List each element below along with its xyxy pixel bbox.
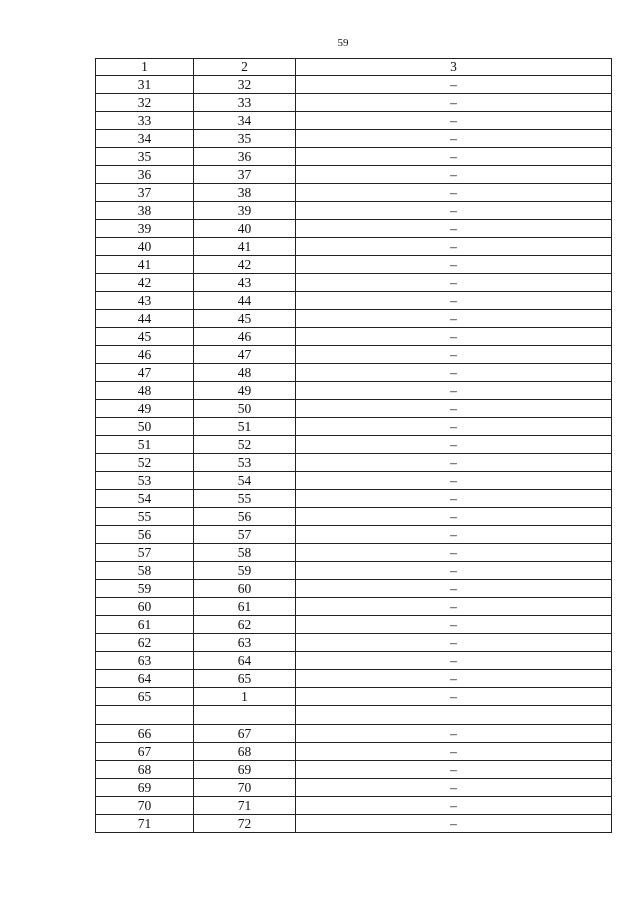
table-cell-col-3: –: [296, 238, 612, 256]
table-row: [96, 130, 612, 148]
table-cell-col-1: 66: [96, 725, 194, 743]
table-cell-col-2: 57: [194, 526, 296, 544]
table-cell-col-1: 69: [96, 779, 194, 797]
column-header-3: 3: [296, 59, 612, 76]
table-cell-col-3: –: [296, 400, 612, 418]
table-row: [96, 562, 612, 580]
table-row: [96, 274, 612, 292]
table-cell-col-2: 37: [194, 166, 296, 184]
table-cell-col-2: 45: [194, 310, 296, 328]
table-body: [96, 59, 612, 833]
table-cell-col-2: 60: [194, 580, 296, 598]
table-cell-col-3: –: [296, 743, 612, 761]
table-cell-col-1: 43: [96, 292, 194, 310]
table-cell-col-1: 51: [96, 436, 194, 454]
table-cell-col-2: 46: [194, 328, 296, 346]
table-cell-col-1: 65: [96, 688, 194, 706]
table-row: [96, 166, 612, 184]
table-row: [96, 382, 612, 400]
table-row: [96, 815, 612, 833]
table-cell-col-3: –: [296, 634, 612, 652]
column-header-1: 1: [96, 59, 194, 76]
table-cell-col-3: –: [296, 526, 612, 544]
table-cell-col-3: –: [296, 616, 612, 634]
table-cell-col-1: 31: [96, 76, 194, 94]
table-cell-col-2: 63: [194, 634, 296, 652]
table-row: [96, 490, 612, 508]
table-cell-col-1: 42: [96, 274, 194, 292]
table-cell-col-3: –: [296, 472, 612, 490]
table-cell-col-3: –: [296, 184, 612, 202]
table-cell-col-2: 50: [194, 400, 296, 418]
table-cell-col-2: 55: [194, 490, 296, 508]
table-cell-col-2: 41: [194, 238, 296, 256]
table-cell-col-2: 39: [194, 202, 296, 220]
table-cell-col-1: 52: [96, 454, 194, 472]
table-cell-col-2: 32: [194, 76, 296, 94]
table-cell-col-3: –: [296, 310, 612, 328]
table-row: [96, 436, 612, 454]
table-cell-col-1: 56: [96, 526, 194, 544]
table-cell-col-3: –: [296, 94, 612, 112]
table-cell-col-3: –: [296, 112, 612, 130]
table-cell-col-3: –: [296, 815, 612, 833]
table-cell-col-1: 40: [96, 238, 194, 256]
table-cell-col-1: 64: [96, 670, 194, 688]
table-cell-col-3: –: [296, 454, 612, 472]
table-cell-col-2: 40: [194, 220, 296, 238]
table-cell-col-1: 44: [96, 310, 194, 328]
table-cell-col-1: 70: [96, 797, 194, 815]
table-cell-col-2: 54: [194, 472, 296, 490]
table-row: [96, 256, 612, 274]
table-cell-col-2: 58: [194, 544, 296, 562]
table-cell-col-1: 63: [96, 652, 194, 670]
table-row: [96, 364, 612, 382]
table-row: [96, 544, 612, 562]
table-row: [96, 400, 612, 418]
table-row: [96, 418, 612, 436]
table-cell-col-2: 72: [194, 815, 296, 833]
page-number: 59: [337, 37, 349, 49]
table-row: [96, 148, 612, 166]
table-cell-col-3: –: [296, 490, 612, 508]
table-cell-col-3: –: [296, 418, 612, 436]
table-cell-col-1: 62: [96, 634, 194, 652]
table-row: [96, 184, 612, 202]
table-cell-col-3: –: [296, 688, 612, 706]
table-cell-col-3: –: [296, 544, 612, 562]
table-cell-col-2: [194, 706, 296, 725]
table-cell-col-3: –: [296, 220, 612, 238]
table-cell-col-3: –: [296, 797, 612, 815]
table-cell-col-2: 70: [194, 779, 296, 797]
table-cell-col-2: 52: [194, 436, 296, 454]
table-cell-col-3: –: [296, 364, 612, 382]
table-cell-col-3: –: [296, 436, 612, 454]
table-cell-col-1: 35: [96, 148, 194, 166]
table-cell-col-2: 59: [194, 562, 296, 580]
table-row: [96, 761, 612, 779]
table-row: [96, 634, 612, 652]
table-cell-col-2: 53: [194, 454, 296, 472]
table-cell-col-1: 58: [96, 562, 194, 580]
table-cell-col-1: 46: [96, 346, 194, 364]
table-cell-col-2: 44: [194, 292, 296, 310]
table-cell-col-3: –: [296, 580, 612, 598]
table-cell-col-3: –: [296, 274, 612, 292]
table-row: [96, 94, 612, 112]
table-cell-col-1: 41: [96, 256, 194, 274]
table-cell-col-3: [296, 706, 612, 725]
table-cell-col-1: 59: [96, 580, 194, 598]
table-row: [96, 725, 612, 743]
table-cell-col-1: 39: [96, 220, 194, 238]
table-row: [96, 580, 612, 598]
table-cell-col-1: 47: [96, 364, 194, 382]
table-row: [96, 616, 612, 634]
table-cell-col-2: 68: [194, 743, 296, 761]
table-cell-col-3: –: [296, 130, 612, 148]
table-cell-col-1: 55: [96, 508, 194, 526]
table-row: [96, 526, 612, 544]
table-cell-col-3: –: [296, 382, 612, 400]
table-row: [96, 346, 612, 364]
table-cell-col-2: 43: [194, 274, 296, 292]
table-cell-col-1: 32: [96, 94, 194, 112]
table-cell-col-2: 38: [194, 184, 296, 202]
table-cell-col-1: [96, 706, 194, 725]
table-cell-col-2: 42: [194, 256, 296, 274]
table-cell-col-3: –: [296, 346, 612, 364]
table-cell-col-3: –: [296, 166, 612, 184]
table-row: [96, 76, 612, 94]
table-cell-col-2: 1: [194, 688, 296, 706]
table-cell-col-3: –: [296, 779, 612, 797]
table-cell-col-3: –: [296, 508, 612, 526]
table-cell-col-1: 45: [96, 328, 194, 346]
table-row: [96, 472, 612, 490]
table-cell-col-3: –: [296, 761, 612, 779]
table-cell-col-2: 47: [194, 346, 296, 364]
table-row: [96, 202, 612, 220]
table-cell-col-3: –: [296, 670, 612, 688]
table-cell-col-2: 51: [194, 418, 296, 436]
table-cell-col-2: 69: [194, 761, 296, 779]
table-cell-col-1: 68: [96, 761, 194, 779]
table-cell-col-1: 50: [96, 418, 194, 436]
table-row: [96, 220, 612, 238]
table-row: [96, 743, 612, 761]
table-cell-col-3: –: [296, 148, 612, 166]
table-row: [96, 706, 612, 725]
table-cell-col-2: 56: [194, 508, 296, 526]
table-row: [96, 508, 612, 526]
table-cell-col-2: 71: [194, 797, 296, 815]
table-cell-col-1: 53: [96, 472, 194, 490]
table-cell-col-2: 64: [194, 652, 296, 670]
table-cell-col-2: 61: [194, 598, 296, 616]
column-header-2: 2: [194, 59, 296, 76]
table-cell-col-2: 33: [194, 94, 296, 112]
table-cell-col-2: 36: [194, 148, 296, 166]
table-cell-col-3: –: [296, 76, 612, 94]
table-cell-col-1: 49: [96, 400, 194, 418]
table-cell-col-1: 37: [96, 184, 194, 202]
table-cell-col-2: 35: [194, 130, 296, 148]
table-row: [96, 688, 612, 706]
table-cell-col-2: 67: [194, 725, 296, 743]
table-row: [96, 292, 612, 310]
table-row: [96, 670, 612, 688]
table-row: [96, 652, 612, 670]
table-cell-col-2: 48: [194, 364, 296, 382]
table-row: [96, 328, 612, 346]
table-cell-col-3: –: [296, 725, 612, 743]
table-cell-col-2: 62: [194, 616, 296, 634]
table-cell-col-3: –: [296, 256, 612, 274]
data-table: [95, 58, 612, 833]
table-cell-col-1: 34: [96, 130, 194, 148]
table-cell-col-1: 60: [96, 598, 194, 616]
table-row: [96, 797, 612, 815]
table-cell-col-2: 49: [194, 382, 296, 400]
table-row: [96, 112, 612, 130]
table-cell-col-1: 61: [96, 616, 194, 634]
table-cell-col-3: –: [296, 598, 612, 616]
table-cell-col-3: –: [296, 652, 612, 670]
table-cell-col-3: –: [296, 562, 612, 580]
table-cell-col-1: 54: [96, 490, 194, 508]
table-row: [96, 238, 612, 256]
table-cell-col-3: –: [296, 328, 612, 346]
table-cell-col-1: 36: [96, 166, 194, 184]
table-cell-col-1: 57: [96, 544, 194, 562]
table-cell-col-1: 33: [96, 112, 194, 130]
table-cell-col-1: 38: [96, 202, 194, 220]
table-row: [96, 310, 612, 328]
table-row: [96, 779, 612, 797]
table-cell-col-2: 65: [194, 670, 296, 688]
table-header-row: [96, 59, 612, 76]
table-row: [96, 454, 612, 472]
table-cell-col-2: 34: [194, 112, 296, 130]
table-cell-col-3: –: [296, 202, 612, 220]
table-cell-col-1: 48: [96, 382, 194, 400]
table-cell-col-3: –: [296, 292, 612, 310]
table-cell-col-1: 71: [96, 815, 194, 833]
table-cell-col-1: 67: [96, 743, 194, 761]
table-row: [96, 598, 612, 616]
